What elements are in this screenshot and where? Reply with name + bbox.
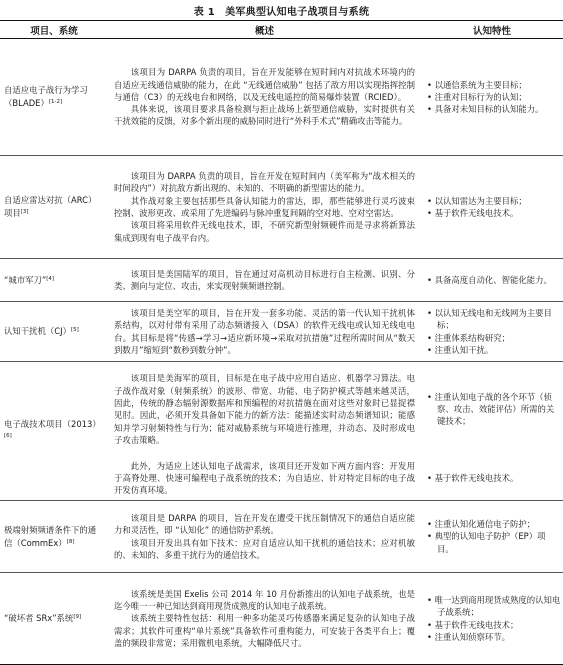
header-overview: 概述 xyxy=(108,21,421,39)
project-name-cell xyxy=(0,39,108,156)
overview-paragraph: 该项目是美国陆军的项目，旨在通过对高机动目标进行自主检测、识别、分类、测向与定位、攻击，来实现射频频谱控制。 xyxy=(114,268,415,291)
feature-item: • 具备对未知目标的认知能力。 xyxy=(427,103,561,115)
overview-paragraph: 该项目为 DARPA 负责的项目，旨在开发在短时间内（美军称为“战术相关的时间段内”）对抗敌方新出现的、未知的、不明确的新型雷达的能力。 xyxy=(114,171,415,194)
overview-paragraph: 此外，为适应上述认知电子战需求，该项目还开发如下两方面内容：开发用于高脊处理、快速可编程电子战系统的技术；为自适应、针对特定目标的电子战开发仿真环境。 xyxy=(114,460,415,496)
features-cell xyxy=(421,259,563,302)
feature-item: • 注重体系结构研究； xyxy=(427,332,561,344)
project-name-cell xyxy=(0,362,108,501)
reference-mark: [8] xyxy=(66,538,75,545)
project-name: 自适应电子战行为学习（BLADE） xyxy=(4,85,88,108)
overview-paragraph: 该系统主要特性包括：利用一种多功能灵巧传感器来满足复杂的认知电子战需求；其软件可重构“单片系统”具备软件可重构能力，可安装于各类平台上；覆盖的频段非常宽；采用微机电系统，大幅降低尺寸。 xyxy=(114,613,415,648)
project-name-cell xyxy=(0,501,108,573)
table-row xyxy=(0,302,563,362)
projects-table xyxy=(0,20,563,665)
overview-cell xyxy=(108,362,421,457)
feature-item: • 基于软件无线电技术。 xyxy=(427,207,561,219)
reference-mark: [5] xyxy=(70,327,79,333)
header-project: 项目、系统 xyxy=(0,21,108,39)
overview-paragraph: 该项目是美空军的项目，旨在开发一套多功能、灵活的第一代认知干扰机体系结构，以对付带有采用了动态频谱接入（DSA）的软件无线电或认知无线电电台。其目标是将“传感→学习→适应新环境→采取对抗措施”过程所需时间从“数天到数月”缩短到“数秒到数分钟”。 xyxy=(114,307,415,355)
table-caption xyxy=(0,3,563,18)
table-number: 表 1 xyxy=(193,7,216,18)
project-name: 极端射频频谱条件下的通信（CommEx） xyxy=(4,524,97,548)
feature-item: • 以认知雷达为主要目标； xyxy=(427,195,561,207)
reference-mark: [1-2] xyxy=(48,99,63,105)
project-name: 电子战技术项目（2013） xyxy=(4,419,101,429)
feature-item: • 基于软件无线电技术。 xyxy=(427,472,561,484)
overview-paragraph: 该系统是美国 Exelis 公司 2014 年 10 月份新推出的认知电子战系统，也是迄今唯一一种已知达到商用现货成熟度的认知电子战系统。 xyxy=(114,588,415,612)
table-row xyxy=(0,362,563,457)
reference-mark: [3] xyxy=(20,209,29,215)
project-name: “城市军刀” xyxy=(4,274,47,285)
overview-cell xyxy=(108,156,421,259)
features-cell xyxy=(421,457,563,501)
project-name: 认知干扰机（CJ） xyxy=(4,326,71,336)
overview-paragraph: 其作战对象主要包括那些具备认知能力的雷达，即，那些能够进行灵巧波束控制、波形更改、或采用了先进编码与脉冲重复间隔的空对地、空对空雷达。 xyxy=(114,195,415,218)
overview-cell xyxy=(108,259,421,302)
overview-paragraph: 该项目是 DARPA 的项目，旨在开发在遭受干扰压制情况下的通信自适应能力和灵活性，即 “认知化” 的通信防护系统。 xyxy=(114,512,415,536)
project-name: “破坏者 SRx”系统 xyxy=(4,613,74,623)
project-name-cell xyxy=(0,259,108,302)
overview-cell xyxy=(108,457,421,501)
overview-cell xyxy=(108,39,421,156)
overview-paragraph: 该项目是美海军的项目，目标是在电子战中应用自适应、机器学习算法。电子战作战对象（射频系统）的波形、带宽、功能、电子防护模式等越来越灵活，因此，传统的静态辐射源数据库和预编程的对抗措施在面对这些对象时已显捉襟见肘。因此，必须开发具备如下能力的新方法：能描述实时动态频谱知识；能感知并学习射频特性与行为；能对威胁系统与环境进行推理，并动态、及时形成电子攻击策略。 xyxy=(114,373,415,445)
features-cell xyxy=(421,362,563,457)
project-name: 自适应雷达对抗（ARC）项目 xyxy=(4,195,97,218)
features-cell xyxy=(421,156,563,259)
table-row xyxy=(0,501,563,573)
overview-paragraph: 具体来说，该项目要求具备检测与拒止战场上新型通信威胁，实时提供有关干扰效能的反馈，对多个新出现的威胁同时进行“外科手术式”精确攻击等能力。 xyxy=(114,104,415,127)
features-cell xyxy=(421,302,563,362)
project-name-cell xyxy=(0,156,108,259)
feature-item: • 基于软件无线电技术； xyxy=(427,619,561,631)
table-row xyxy=(0,259,563,302)
table-row xyxy=(0,156,563,259)
feature-item: • 注重认知侦察环节。 xyxy=(427,631,561,643)
overview-paragraph: 该项目将采用软件无线电技术，即，不研究新型射频硬件而是寻求将新算法集成到现有电子战平台内。 xyxy=(114,220,415,243)
table-title: 美军典型认知电子战项目与系统 xyxy=(225,7,370,18)
table-header-row xyxy=(0,21,563,39)
header-cognitive-features: 认知特性 xyxy=(421,21,563,39)
feature-item: • 注重认知电子战的各个环节（侦察、攻击、效能评估）所需的关键技术； xyxy=(427,391,561,428)
features-cell xyxy=(421,501,563,573)
feature-item: • 以通信系统为主要目标； xyxy=(427,79,561,91)
overview-cell xyxy=(108,501,421,573)
overview-cell xyxy=(108,302,421,362)
features-cell xyxy=(421,39,563,156)
feature-item: • 具备高度自动化、智能化能力。 xyxy=(427,274,561,286)
feature-item: • 以认知无线电和无线网为主要目标； xyxy=(427,307,561,332)
feature-item: • 唯一达到商用现货成熟度的认知电子战系统； xyxy=(427,594,561,619)
reference-mark: [6] xyxy=(4,433,12,439)
feature-item: • 典型的认知电子防护（EP）项目。 xyxy=(427,530,561,555)
project-name-cell xyxy=(0,302,108,362)
reference-mark: [4] xyxy=(46,275,54,282)
feature-item: • 注重认知化通信电子防护； xyxy=(427,518,561,530)
reference-mark: [9] xyxy=(73,614,82,620)
table-row xyxy=(0,39,563,156)
feature-item: • 注重认知干扰。 xyxy=(427,344,561,356)
overview-paragraph: 该项目为 DARPA 负责的项目，旨在开发能够在短时间内对抗战术环境内的自适应无线通信威胁的能力，在此 “无线通信威胁” 包括了敌方用以实现指挥控制与通信（C3）的无线电台和网络，以及无线电遥控的简易爆炸装置（RCIED）。 xyxy=(114,67,415,102)
overview-paragraph: 该项目开发出具有如下技术：应对自适应认知干扰机的通信技术；应对机敏的、未知的、多重干扰行为的通信技术。 xyxy=(114,537,415,560)
feature-item: • 注重对目标行为的认知； xyxy=(427,91,561,103)
